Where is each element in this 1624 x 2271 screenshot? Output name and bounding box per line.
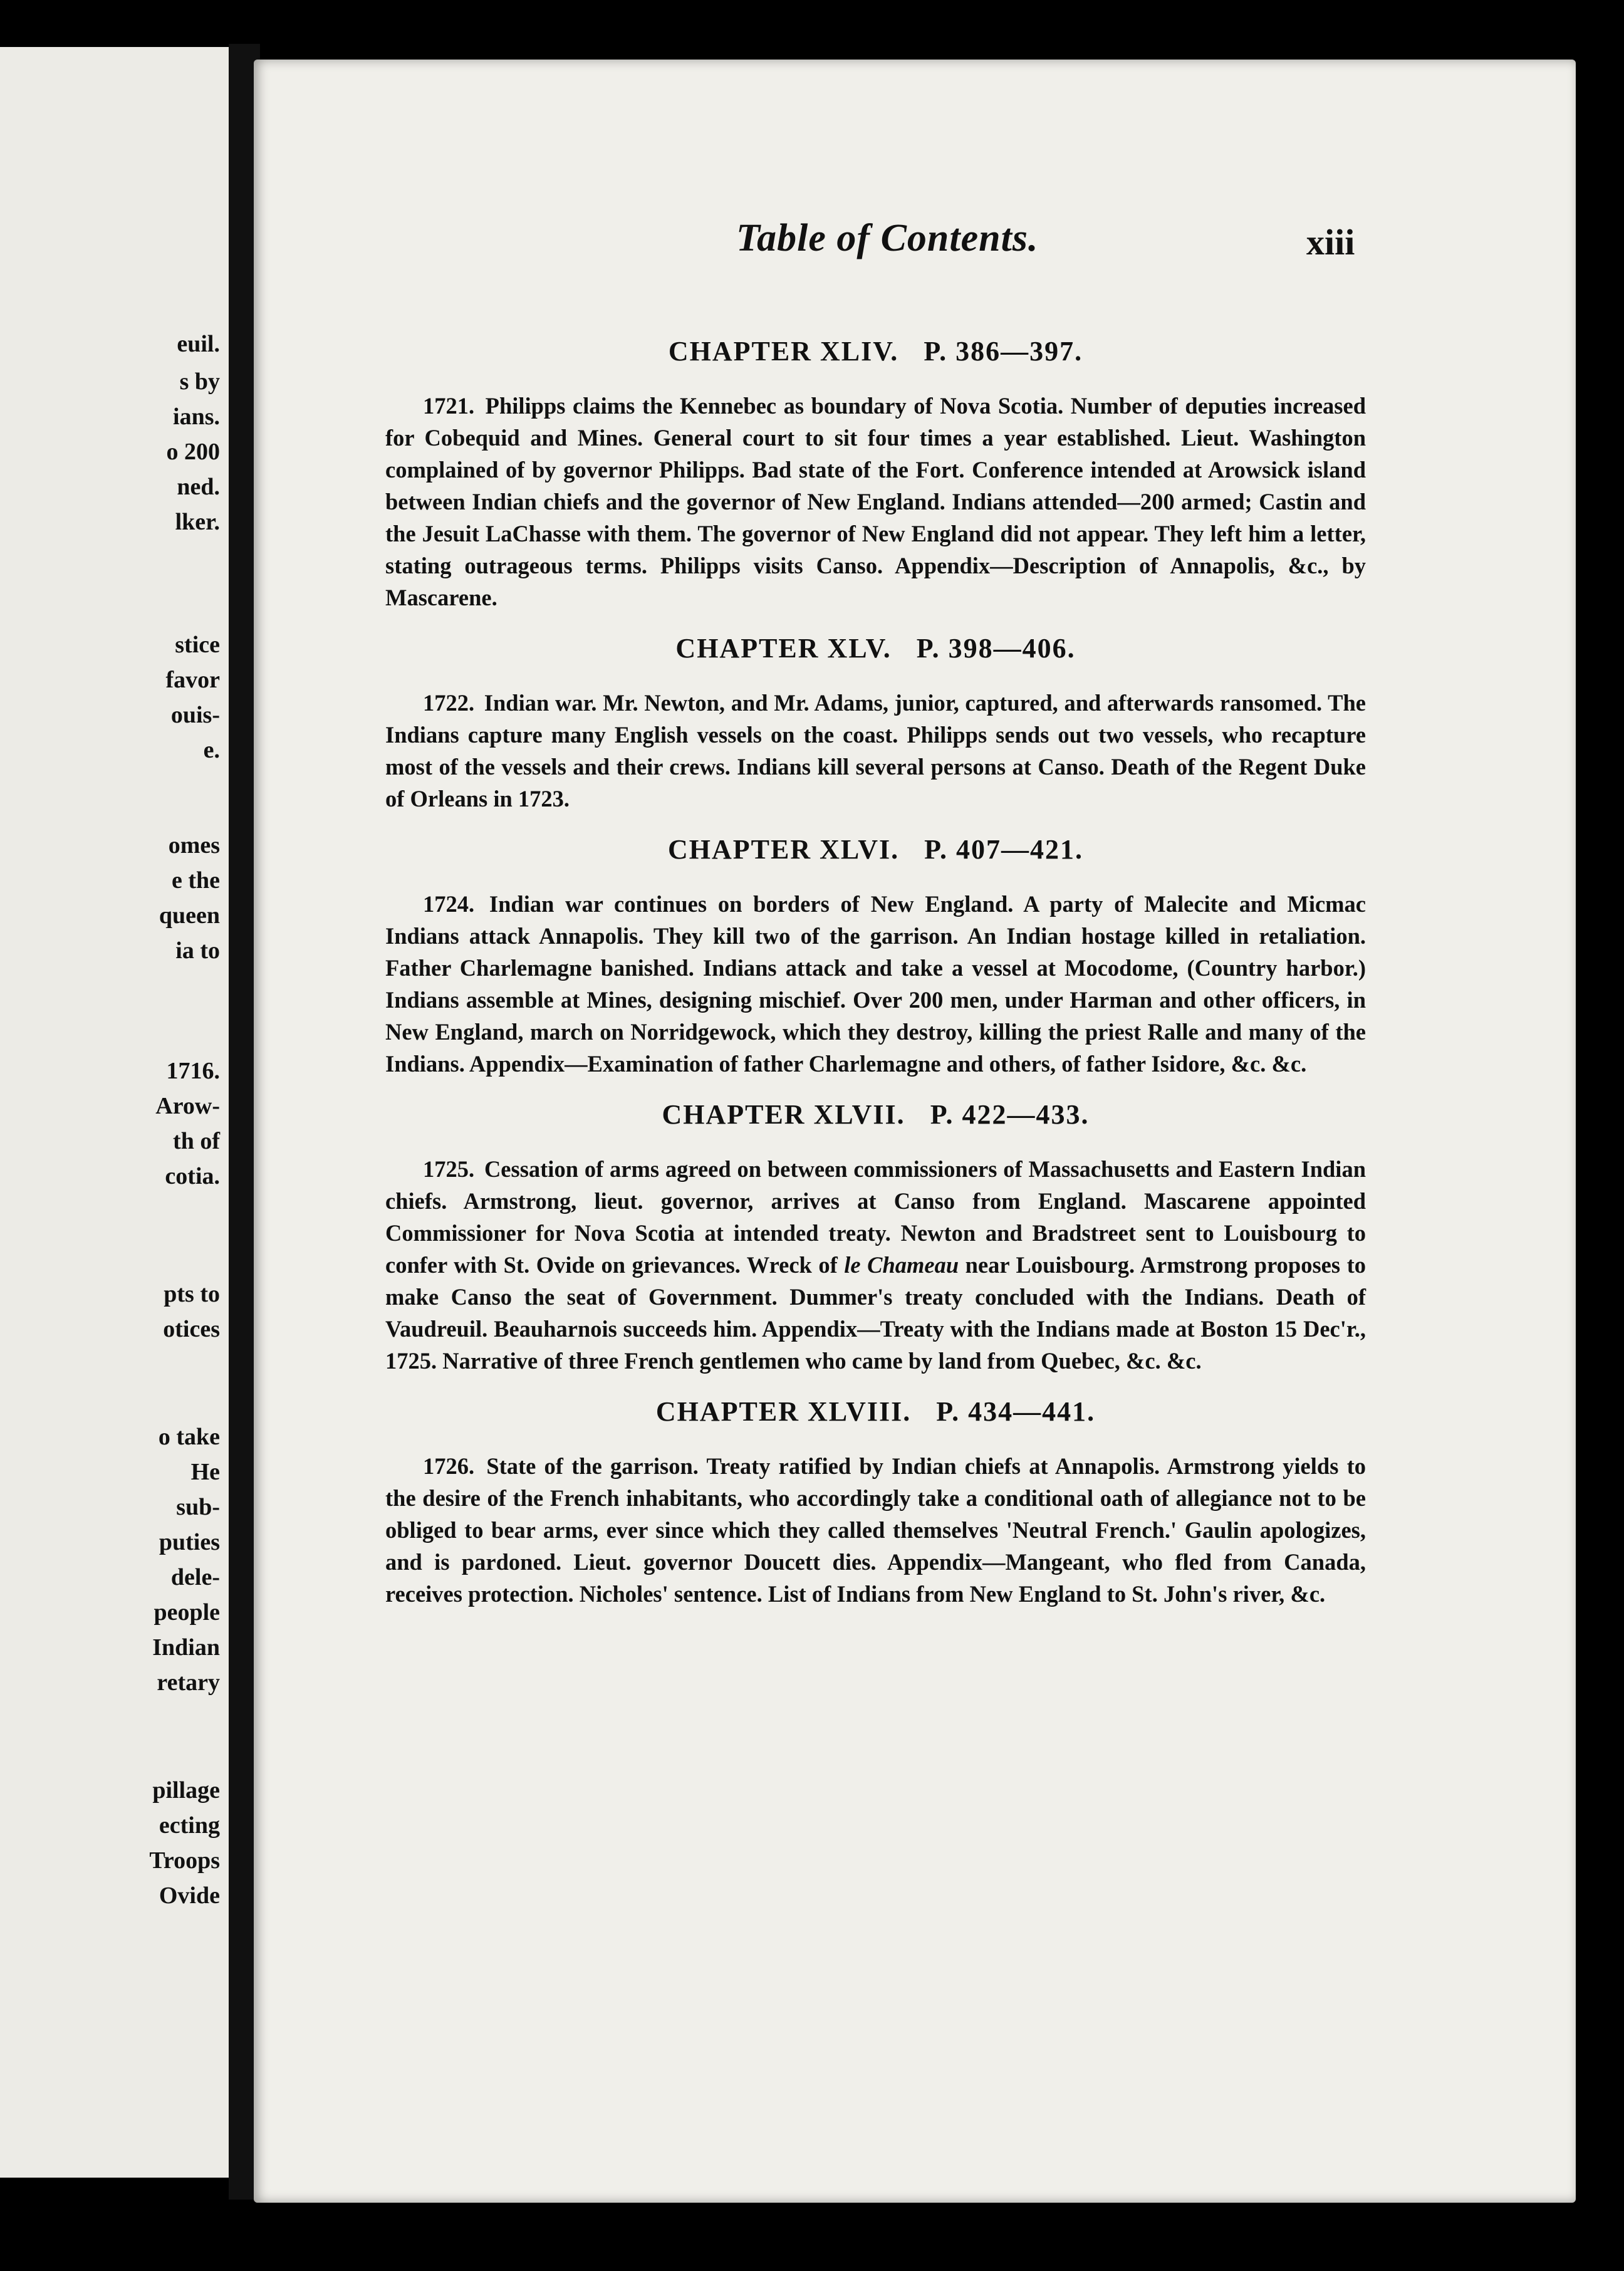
- chapter-heading: [385, 632, 1366, 664]
- chapter-body: Philipps claims the Kennebec as boundary of Nova Scotia. Number of deputies increased for Cobequid and Mines. General court to sit four times a year established. Lieut. Washington complained of by governor Philipps. Bad state of the Fort. Conference intended at Arowsick island between Indian chiefs and the governor of New England. Indians attended—200 armed; Castin and the Jesuit LaChasse with them. The governor of New England did not appear. They left him a letter, stating outrageous terms. Philipps visits Canso. Appendix—Description of Annapolis, &c., by Mascarene.: [385, 393, 1366, 610]
- left-page-fragment: He: [190, 1459, 220, 1485]
- book-page: [254, 60, 1576, 2203]
- chapter-year: 1721.: [423, 393, 475, 419]
- chapter-year: 1722.: [423, 690, 475, 716]
- left-page-fragment: people: [154, 1599, 220, 1626]
- chapter-number: CHAPTER XLVI.: [668, 834, 900, 865]
- left-page-fragment: retary: [157, 1669, 220, 1696]
- chapter-pages: P. 386—397.: [924, 336, 1083, 367]
- chapter-heading: [385, 833, 1366, 865]
- chapter-heading: [385, 1396, 1366, 1428]
- left-page-edge: [0, 47, 234, 2178]
- left-page-fragment: omes: [168, 832, 220, 859]
- left-page-fragment: otices: [163, 1316, 220, 1342]
- left-page-fragment: stice: [175, 632, 220, 658]
- left-page-fragment: pillage: [152, 1777, 220, 1804]
- chapter-year: 1725.: [423, 1156, 475, 1182]
- chapter-summary: [385, 390, 1366, 613]
- chapter-body: State of the garrison. Treaty ratified by Indian chiefs at Annapolis. Armstrong yields to the desire of the French inhabitants, who accordingly take a conditional oath of allegiance not to be obliged to bear arms, ever since which they called themselves 'Neutral French.' Gaulin apologizes, and is pardoned. Lieut. governor Doucett dies. Appendix—Mangeant, who fled from Canada, receives protection. Nicholes' sentence. List of Indians from New England to St. John's river, &c.: [385, 1453, 1366, 1607]
- table-of-contents: [385, 335, 1366, 1629]
- chapter-body: Indian war continues on borders of New England. A party of Malecite and Micmac Indians attack Annapolis. They kill two of the garrison. An Indian hostage killed in retaliation. Father Charlemagne banished. Indians attack and take a vessel at Mocodome, (Country harbor.) Indians assemble at Mines, designing mischief. Over 200 men, under Harman and other officers, in New England, march on Norridgewock, which they destroy, killing the priest Ralle and many of the Indians. Appendix—Examination of father Charlemagne and others, of father Isidore, &c. &c.: [385, 891, 1366, 1077]
- left-page-fragment: Troops: [149, 1847, 220, 1874]
- chapter-body-part-2: near Louisbourg. Armstrong proposes to make Canso the seat of Government. Dummer's treaty concluded with the Indians. Death of Vaudreuil. Beauharnois succeeds him. Appendix—Treaty with the Indians made at Boston 15 Dec'r., 1725. Narrative of three French gentlemen who came by land from Quebec, &c. &c.: [385, 1252, 1366, 1374]
- chapter-number: CHAPTER XLIV.: [668, 336, 899, 367]
- chapter-pages: P. 407—421.: [924, 834, 1083, 865]
- chapter-xlvii: [385, 1099, 1366, 1377]
- left-page-fragment: ia to: [175, 937, 220, 964]
- running-head: [254, 216, 1576, 266]
- left-page-fragment: Arow-: [155, 1093, 220, 1119]
- left-page-fragment: pts to: [164, 1281, 220, 1307]
- chapter-summary: [385, 1450, 1366, 1610]
- chapter-xlviii: [385, 1396, 1366, 1610]
- chapter-number: CHAPTER XLVII.: [662, 1099, 905, 1130]
- left-page-fragment: lker.: [175, 509, 220, 535]
- left-page-fragment: sub-: [176, 1494, 220, 1520]
- left-page-fragment: ouis-: [170, 702, 220, 728]
- left-page-fragment: favor: [165, 667, 220, 693]
- chapter-pages: P. 398—406.: [916, 633, 1076, 664]
- chapter-summary: [385, 1153, 1366, 1377]
- chapter-xliv: [385, 335, 1366, 613]
- left-page-fragment: ned.: [177, 474, 220, 500]
- chapter-body: Indian war. Mr. Newton, and Mr. Adams, junior, captured, and afterwards ransomed. The Indians capture many English vessels on the coast. Philipps sends out two vessels, who recapture most of the vessels and their crews. Indians kill several persons at Canso. Death of the Regent Duke of Orleans in 1723.: [385, 690, 1366, 812]
- chapter-summary: [385, 687, 1366, 815]
- chapter-year: 1726.: [423, 1453, 475, 1479]
- chapter-number: CHAPTER XLV.: [675, 633, 892, 664]
- chapter-pages: P. 422—433.: [930, 1099, 1090, 1130]
- chapter-xlvi: [385, 833, 1366, 1080]
- chapter-pages: P. 434—441.: [936, 1396, 1096, 1427]
- left-page-fragment: o 200: [166, 439, 220, 465]
- chapter-body-part-1: Cessation of arms agreed on between commissioners of Massachusetts and Eastern Indian chiefs. Armstrong, lieut. governor, arrives at Canso from England. Mascarene appointed Commissioner for Nova Scotia at intended treaty. Newton and Bradstreet sent to Louisbourg to confer with St. Ovide on grievances. Wreck of: [385, 1156, 1366, 1278]
- left-page-fragment: th of: [173, 1128, 220, 1154]
- left-page-fragment: ecting: [159, 1812, 220, 1839]
- running-title: Table of Contents.: [736, 217, 1039, 259]
- chapter-xlv: [385, 632, 1366, 815]
- page-number: xiii: [1306, 222, 1355, 263]
- left-page-fragment: ians.: [173, 404, 220, 430]
- left-page-fragment: o take: [158, 1424, 220, 1450]
- left-page-fragment: e the: [171, 867, 220, 894]
- left-page-fragment: queen: [159, 902, 220, 929]
- left-page-fragment: 1716.: [166, 1058, 220, 1084]
- left-page-fragment: s by: [179, 368, 220, 395]
- left-page-fragment: puties: [159, 1529, 220, 1555]
- chapter-year: 1724.: [423, 891, 475, 917]
- left-page-fragment: Ovide: [159, 1882, 220, 1909]
- ship-name-italic: le Chameau: [844, 1252, 959, 1278]
- chapter-heading: [385, 1099, 1366, 1130]
- left-page-fragment: cotia.: [165, 1163, 220, 1189]
- chapter-heading: [385, 335, 1366, 367]
- left-page-fragment: e.: [203, 737, 220, 763]
- chapter-number: CHAPTER XLVIII.: [655, 1396, 912, 1427]
- left-page-fragment: dele-: [170, 1564, 220, 1590]
- left-page-fragment: Indian: [152, 1634, 220, 1661]
- left-page-fragment: euil.: [177, 331, 220, 357]
- chapter-summary: [385, 888, 1366, 1080]
